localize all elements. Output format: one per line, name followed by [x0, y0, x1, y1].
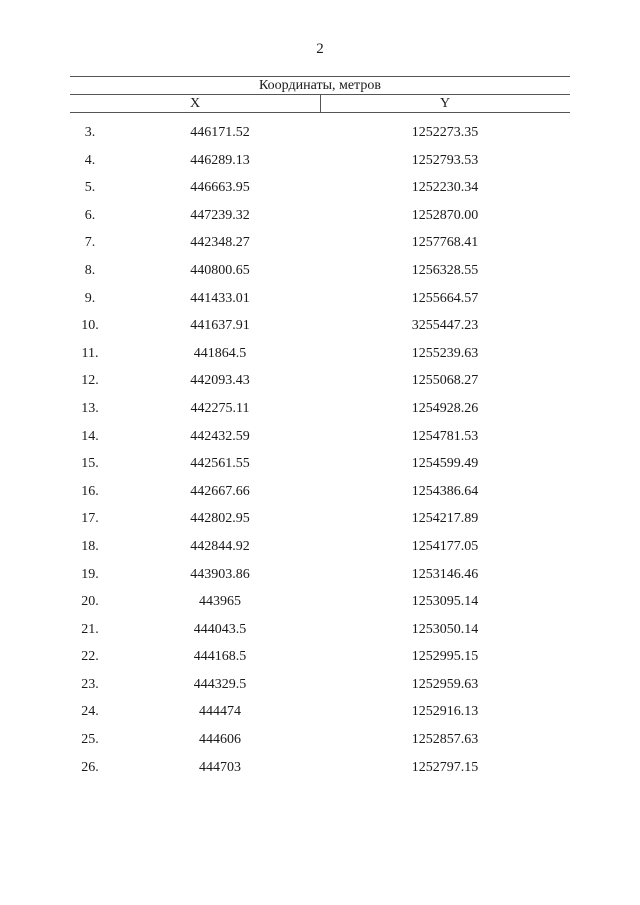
coordinate-y: 1255664.57 — [411, 290, 479, 306]
column-headers — [70, 95, 570, 112]
coordinate-y: 1254599.49 — [411, 456, 479, 472]
coordinate-x: 446663.95 — [190, 180, 250, 196]
table-row — [0, 677, 640, 705]
table-row — [0, 291, 640, 319]
coordinate-x: 442432.59 — [190, 428, 250, 444]
coordinate-y: 1252916.13 — [411, 704, 479, 720]
coordinate-y: 1255239.63 — [411, 345, 479, 361]
table-row — [0, 346, 640, 374]
coordinate-x: 443965 — [199, 594, 241, 610]
coordinate-y: 1255068.27 — [411, 373, 479, 389]
table-row — [0, 622, 640, 650]
coordinate-x: 442844.92 — [190, 538, 250, 554]
table-row — [0, 208, 640, 236]
coordinate-x: 446289.13 — [190, 152, 250, 168]
coordinate-y: 1257768.41 — [411, 235, 479, 251]
point-number: 21. — [81, 621, 99, 637]
coordinate-y: 1252857.63 — [411, 732, 479, 748]
point-number: 20. — [81, 594, 99, 610]
table-row — [0, 704, 640, 732]
coordinate-y: 1254781.53 — [411, 428, 479, 444]
column-header-y: Y — [439, 96, 451, 111]
coordinate-x: 442667.66 — [190, 483, 250, 499]
point-number: 19. — [81, 566, 99, 582]
coordinate-x: 447239.32 — [190, 207, 250, 223]
table-row — [0, 732, 640, 760]
coordinate-y: 1252230.34 — [411, 180, 479, 196]
coordinate-y: 1254386.64 — [411, 483, 479, 499]
coordinate-x: 442561.55 — [190, 456, 250, 472]
coordinate-y: 1252797.15 — [411, 759, 479, 775]
coordinate-y: 1253050.14 — [411, 621, 479, 637]
coordinate-y: 1254177.05 — [411, 538, 479, 554]
table-row — [0, 401, 640, 429]
point-number: 25. — [81, 732, 99, 748]
point-number: 8. — [84, 262, 96, 278]
coordinate-x: 444474 — [199, 704, 241, 720]
coordinate-x: 443903.86 — [190, 566, 250, 582]
coordinate-y: 1252959.63 — [411, 676, 479, 692]
coordinate-x: 442093.43 — [190, 373, 250, 389]
coordinate-x: 446171.52 — [190, 125, 250, 140]
coordinate-x: 442348.27 — [190, 235, 250, 251]
coordinate-x: 444168.5 — [193, 649, 247, 665]
coordinate-y: 1252995.15 — [411, 649, 479, 665]
point-number: 14. — [81, 428, 99, 444]
point-number: 3. — [84, 125, 96, 140]
table-row — [0, 153, 640, 181]
table-row — [0, 263, 640, 291]
table-row — [0, 456, 640, 484]
coordinate-x: 441864.5 — [193, 345, 247, 361]
coordinate-x: 441637.91 — [190, 318, 250, 334]
page-number: 2 — [316, 41, 324, 57]
bottom-rule — [70, 112, 570, 113]
point-number: 10. — [81, 318, 99, 334]
point-number: 9. — [84, 290, 96, 306]
table-row — [0, 760, 640, 788]
table-row — [0, 511, 640, 539]
coordinate-y: 1253095.14 — [411, 594, 479, 610]
point-number: 17. — [81, 511, 99, 527]
coordinate-y: 3255447.23 — [411, 318, 479, 334]
point-number: 11. — [81, 345, 99, 361]
coordinate-y: 1256328.55 — [411, 262, 479, 278]
coordinate-y: 1252793.53 — [411, 152, 479, 168]
coordinates-table-header — [70, 76, 570, 113]
coordinate-x: 444703 — [199, 759, 241, 775]
coordinate-y: 1253146.46 — [411, 566, 479, 582]
table-row — [0, 125, 640, 153]
point-number: 23. — [81, 676, 99, 692]
table-row — [0, 594, 640, 622]
coordinate-y: 1254217.89 — [411, 511, 479, 527]
table-row — [0, 649, 640, 677]
coordinate-y: 1252870.00 — [411, 207, 479, 223]
column-header-x: X — [189, 96, 201, 111]
point-number: 26. — [81, 759, 99, 775]
table-row — [0, 180, 640, 208]
table-row — [0, 373, 640, 401]
coordinate-x: 441433.01 — [190, 290, 250, 306]
coordinates-table-body — [0, 125, 640, 787]
table-title: Координаты, метров — [259, 78, 381, 93]
point-number: 7. — [84, 235, 96, 251]
coordinate-x: 444329.5 — [193, 676, 247, 692]
table-row — [0, 318, 640, 346]
coordinate-y: 1252273.35 — [411, 125, 479, 140]
point-number: 5. — [84, 180, 96, 196]
point-number: 15. — [81, 456, 99, 472]
table-row — [0, 567, 640, 595]
table-row — [0, 539, 640, 567]
coordinate-y: 1254928.26 — [411, 400, 479, 416]
coordinate-x: 442275.11 — [190, 400, 250, 416]
table-row — [0, 235, 640, 263]
table-row — [0, 484, 640, 512]
point-number: 13. — [81, 400, 99, 416]
coordinate-x: 444606 — [199, 732, 241, 748]
point-number: 16. — [81, 483, 99, 499]
point-number: 18. — [81, 538, 99, 554]
point-number: 12. — [81, 373, 99, 389]
coordinate-x: 440800.65 — [190, 262, 250, 278]
point-number: 4. — [84, 152, 96, 168]
point-number: 6. — [84, 207, 96, 223]
point-number: 22. — [81, 649, 99, 665]
coordinate-x: 444043.5 — [193, 621, 247, 637]
table-row — [0, 429, 640, 457]
point-number: 24. — [81, 704, 99, 720]
coordinate-x: 442802.95 — [190, 511, 250, 527]
